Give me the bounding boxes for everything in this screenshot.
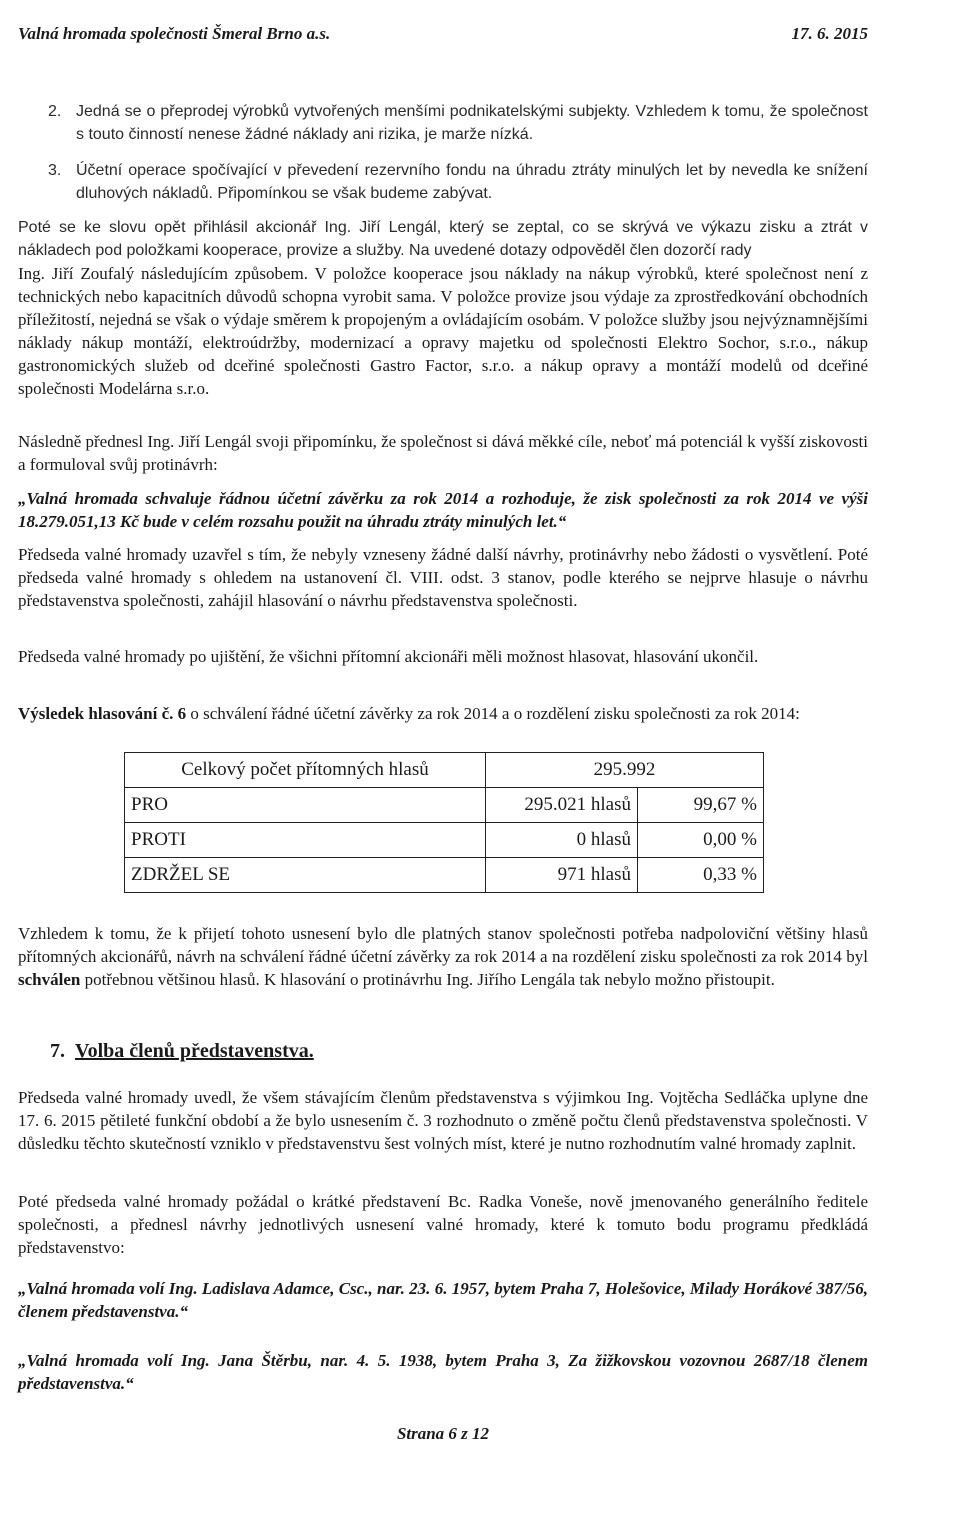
paragraph-approval	[18, 922, 868, 991]
paragraph-vote-result	[18, 702, 868, 725]
list-item	[48, 159, 868, 205]
list-item-text: Jedná se o přeprodej výrobků vytvořených menšími podnikatelskými subjekty. Vzhledem k tomu, že společnost s touto činností nenese žádné náklady ani rizika, je marže nízká.	[76, 103, 868, 143]
paragraph-counterproposal: Následně přednesl Ing. Jiří Lengál svoji připomínku, že společnost si dává měkké cíle, neboť má potenciál k vyšší ziskovosti a formuloval svůj protinávrh:	[18, 432, 868, 474]
page-number: Strana 6 z 12	[396, 1424, 490, 1443]
approval-bold: schválen	[18, 970, 81, 989]
table-row	[125, 823, 764, 858]
header-title: Valná hromada společnosti Šmeral Brno a.s.	[18, 24, 331, 43]
list-item-text: Účetní operace spočívající v převedení rezervního fondu na úhradu ztráty minulých let by nevedla ke snížení dluhových nákladů. Připomínkou se však budeme zabývat.	[76, 162, 868, 202]
section-number: 7.	[50, 1040, 65, 1062]
row-votes-cell: 295.021 hlasů	[486, 788, 638, 823]
row-label-cell: PRO	[125, 788, 486, 823]
row-percent-cell: 0,00 %	[638, 823, 764, 858]
vote-result-text: o schválení řádné účetní závěrky za rok 2014 a o rozdělení zisku společnosti za rok 2014:	[186, 704, 800, 723]
paragraph-ceo-introduction: Poté předseda valné hromady požádal o krátké představení Bc. Radka Voneše, nově jmenovaného generálního ředitele společnosti, a přednesl návrhy jednotlivých usnesení valné hromady, které k tomuto bodu programu předkládá představenstvo:	[18, 1192, 868, 1257]
row-votes-cell: 0 hlasů	[486, 823, 638, 858]
row-percent-cell: 0,33 %	[638, 858, 764, 893]
list-item	[48, 100, 868, 146]
total-value-cell: 295.992	[486, 753, 764, 788]
approval-text-a: Vzhledem k tomu, že k přijetí tohoto usnesení bylo dle platných stanov společnosti potřeba nadpoloviční většiny hlasů přítomných akcionářů, návrh na schválení řádné účetní závěrky za rok 2014 a na rozdělení zisku společnosti za rok 2014 byl	[18, 924, 868, 966]
table-row	[125, 753, 764, 788]
table-row	[125, 788, 764, 823]
row-label-cell: ZDRŽEL SE	[125, 858, 486, 893]
quote-election-sterba: „Valná hromada volí Ing. Jana Štěrbu, nar. 4. 5. 1938, bytem Praha 3, Za žižkovskou vozovnou 2687/18 členem představenstva.“	[18, 1351, 868, 1393]
row-percent-cell: 99,67 %	[638, 788, 764, 823]
paragraph-voting-ended: Předseda valné hromady po ujištění, že všichni přítomní akcionáři měli možnost hlasovat, hlasování ukončil.	[18, 647, 759, 666]
paragraph-chairman-closing: Předseda valné hromady uzavřel s tím, že nebyly vzneseny žádné další návrhy, protinávrhy nebo žádosti o vysvětlení. Poté předseda valné hromady s ohledem na ustanovení čl. VIII. odst. 3 stanov, podle kterého se nejprve hlasuje o návrhu představenstva společnosti, zahájil hlasování o návrhu představenstva společnosti.	[18, 545, 868, 610]
paragraph-lengal-question: Poté se ke slovu opět přihlásil akcionář Ing. Jiří Lengál, který se zeptal, co se skrývá ve výkazu zisku a ztrát v nákladech pod položkami kooperace, provize a služby. Na uvedené dotazy odpověděl člen dozorčí rady	[18, 219, 868, 259]
quote-counterproposal: „Valná hromada schvaluje řádnou účetní závěrku za rok 2014 a rozhoduje, že zisk společnosti za rok 2014 ve výši 18.279.051,13 Kč bude v celém rozsahu použit na úhradu ztráty minulých let.“	[18, 489, 868, 531]
vote-result-heading: Výsledek hlasování č. 6	[18, 704, 187, 723]
paragraph-zoufaly-answer: Ing. Jiří Zoufalý následujícím způsobem. V položce kooperace jsou náklady na nákup výrobků, které společnost není z technických nebo kapacitních důvodů schopna vyrobit sama. V položce provize jsou výdaje za zprostředkování obchodních příležitostí, nejedná se však o výdaje směrem k propojeným a ovládajícím osobám. V položce služby jsou nejvýznamnějšími náklady nákup montáží, elektroúdržby, modernizací a opravy majetku od společnosti Elektro Sochor, s.r.o., nákup gastronomických služeb od dceřiné společnosti Gastro Factor, s.r.o. a nákup opravy a montáží modelů od dceřiné společnosti Modelárna s.r.o.	[18, 264, 868, 398]
section-heading	[50, 1040, 314, 1063]
total-label-cell: Celkový počet přítomných hlasů	[125, 753, 486, 788]
table-row	[125, 858, 764, 893]
section-title: Volba členů představenstva.	[75, 1040, 314, 1062]
approval-text-b: potřebnou většinou hlasů. K hlasování o protinávrhu Ing. Jiřího Lengála tak nebylo možno přistoupit.	[80, 970, 775, 989]
paragraph-board-terms: Předseda valné hromady uvedl, že všem stávajícím členům představenstva s výjimkou Ing. Vojtěcha Sedláčka uplyne dne 17. 6. 2015 pětileté funkční období a že bylo usnesením č. 3 rozhodnuto o změně počtu členů představenstva společnosti. V důsledku těchto skutečností vzniklo v představenstvu šest volných míst, které je nutno rozhodnutím valné hromady zaplnit.	[18, 1088, 868, 1153]
list-item-number: 2.	[48, 103, 62, 120]
header-date: 17. 6. 2015	[791, 24, 868, 43]
list-item-number: 3.	[48, 162, 62, 179]
row-label-cell: PROTI	[125, 823, 486, 858]
quote-election-adamec: „Valná hromada volí Ing. Ladislava Adamce, Csc., nar. 23. 6. 1957, bytem Praha 7, Holešovice, Milady Horákové 387/56, členem představenstva.“	[18, 1279, 868, 1321]
row-votes-cell: 971 hlasů	[486, 858, 638, 893]
vote-table	[124, 752, 764, 893]
page-header	[18, 24, 868, 50]
